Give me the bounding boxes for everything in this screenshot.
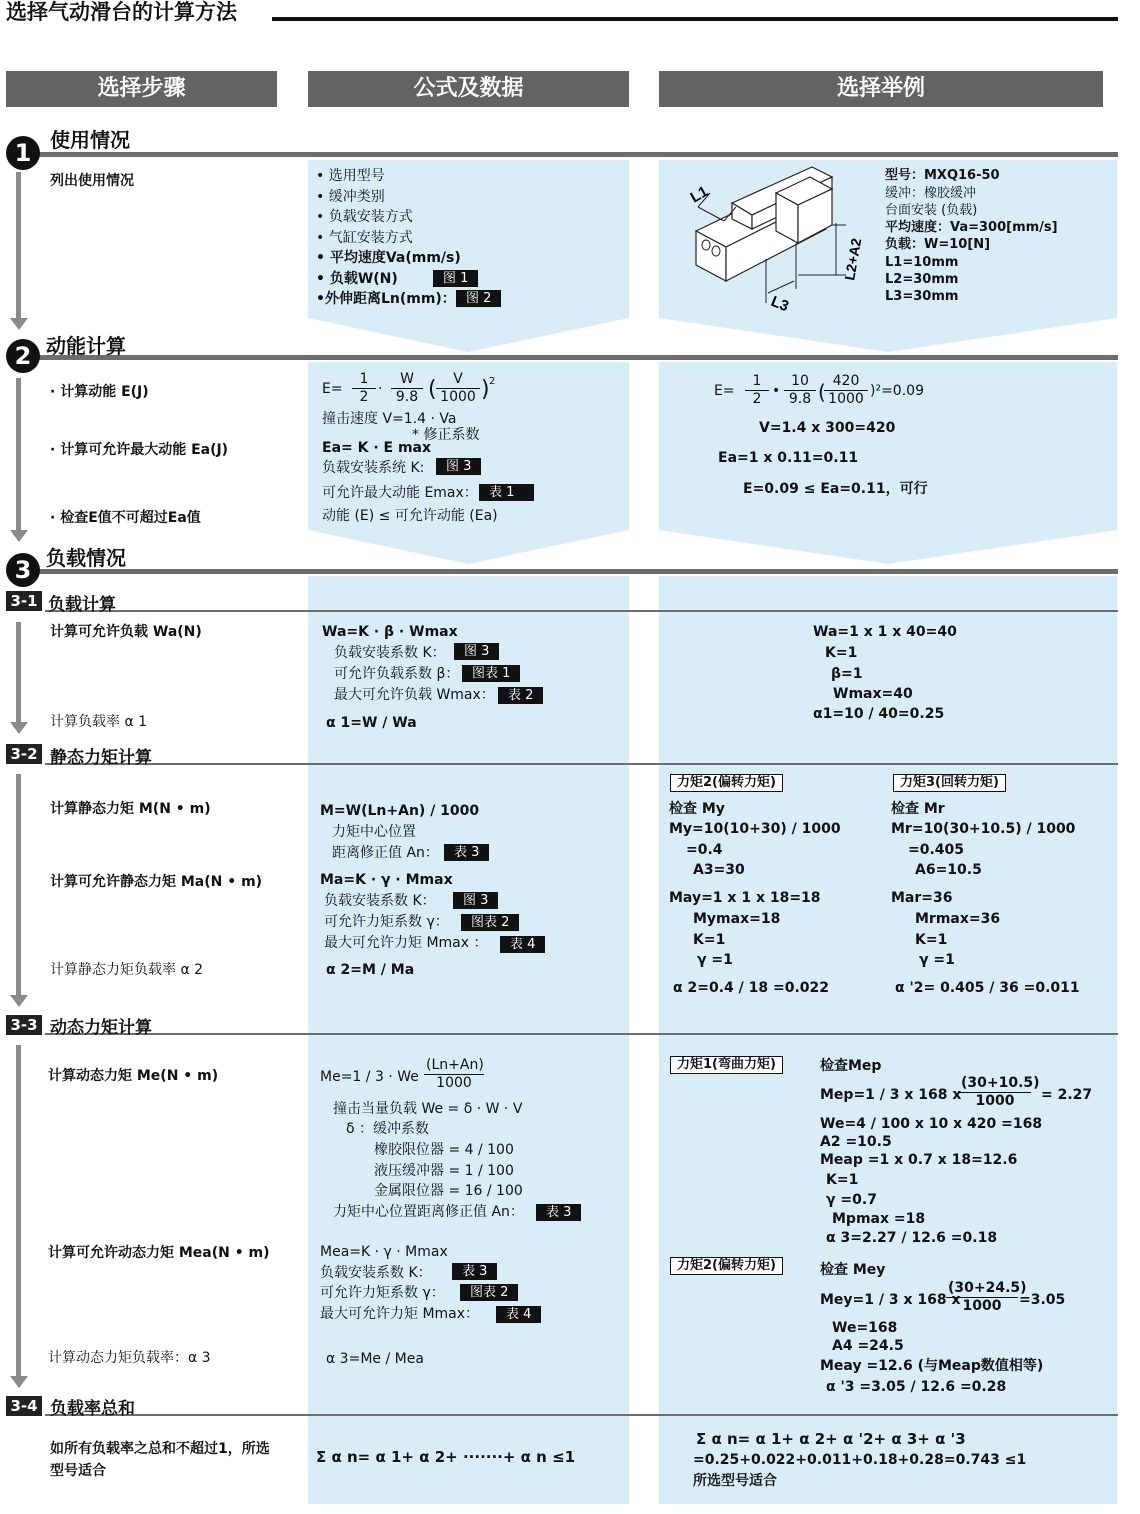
s31-f-1: 负载安装系数 K：: [334, 645, 446, 661]
s1-example-2: 台面安装 (负载): [885, 203, 978, 218]
s2-ex-half-den: 2: [752, 391, 762, 407]
s2-f-half: [352, 371, 376, 406]
s33-tag-1: 表 3: [452, 1263, 497, 1280]
s34-ex-1: =0.25+0.022+0.011+0.18+0.28=0.743 ≤1: [693, 1452, 1027, 1468]
sub34-title: 负载率总和: [50, 1399, 135, 1419]
s33-ex1-3: K=1: [826, 1172, 859, 1188]
s1-example-1: 缓冲：橡胶缓冲: [885, 186, 977, 201]
s32-ex-left-0: 检查 My: [669, 801, 725, 817]
s33-ex1-2: Meap =1 x 0.7 x 18=12.6: [820, 1152, 1018, 1168]
arrowhead-32: [10, 995, 28, 1007]
s32-ex-left-8: α 2=0.4 / 18 =0.022: [673, 980, 829, 996]
s2-f-corr: * 修正系数: [412, 427, 480, 443]
section3-title: 负载情况: [46, 546, 126, 570]
s33-ex2-2: Meay =12.6 (与Meap数值相等): [820, 1358, 1044, 1374]
s33-f-8: 可允许力矩系数 γ：: [320, 1285, 445, 1301]
s33-f-me-num: (Ln+An): [426, 1057, 484, 1073]
s2-f-e: E=: [322, 381, 343, 397]
s33-ex-mey-result: =3.05: [1019, 1292, 1066, 1308]
arrow-33: [16, 1045, 21, 1377]
s32-ex-right-4: Mar=36: [891, 890, 953, 906]
s32-ex-right-8: α '2= 0.405 / 36 =0.011: [895, 980, 1080, 996]
s1-formula-0: • 选用型号: [316, 168, 385, 184]
s32-ex-right-2: =0.405: [908, 842, 965, 858]
s1-example-3: 平均速度：Va=300[mm/s]: [885, 220, 1058, 235]
s33-ex1-5: Mpmax =18: [832, 1211, 926, 1227]
section3-number: 3: [6, 553, 40, 587]
s32-step-2: 计算静态力矩负载率 α 2: [50, 962, 204, 978]
s32-f-3: Ma=K · γ · Mmax: [320, 872, 453, 888]
s33-f-0: 撞击当量负载 We = δ · W · V: [333, 1101, 523, 1117]
s32-ex-right-1: Mr=10(30+10.5) / 1000: [891, 821, 1076, 837]
s31-ex-1: K=1: [825, 645, 858, 661]
s32-ex-right-7: γ =1: [919, 952, 955, 968]
s33-f-me-den: 1000: [436, 1075, 472, 1091]
s2-f-check: 动能 (E) ≤ 可允许动能 (Ea): [322, 508, 498, 524]
sub32-title: 静态力矩计算: [50, 748, 152, 768]
s2-f-v: [436, 371, 480, 406]
s1-step: 列出使用情况: [50, 173, 134, 189]
s32-ex-left-3: A3=30: [693, 862, 745, 878]
arrow-32: [16, 774, 21, 996]
diagram-label-l1: L1: [687, 182, 712, 207]
s33-ex1-1: A2 =10.5: [820, 1134, 892, 1150]
s32-f-4: 负载安装系数 K：: [324, 893, 436, 909]
s2-tag-fig3: 图 3: [436, 458, 481, 475]
sub34-code: 3-4: [6, 1396, 42, 1416]
s2-f-impact: 撞击速度 V=1.4 · Va: [322, 411, 457, 427]
s31-tag-2: 表 2: [498, 687, 543, 704]
s32-ex-left-tag: 力矩2(偏转力矩): [670, 774, 783, 792]
s32-step-1: 计算可允许静态力矩 Ma(N • m): [50, 874, 263, 890]
s2-f-v-den: 1000: [440, 389, 476, 405]
s33-ex-mey-frac: [946, 1280, 1027, 1315]
s2-ex-w-num: 10: [784, 373, 816, 391]
sub34-rule: [45, 1414, 1118, 1416]
s33-f-7: 负载安装系数 K：: [320, 1265, 432, 1281]
s33-ex-mey-num: (30+24.5): [948, 1280, 1027, 1296]
s32-ex-right-tag: 力矩3(回转力矩): [893, 774, 1006, 792]
diagram-label-l2a2: L2+A2: [841, 236, 865, 282]
s32-ex-left-6: K=1: [693, 932, 726, 948]
section2-number: 2: [6, 339, 40, 373]
s2-f-paren-r: ): [481, 377, 490, 402]
s2-f-sq: 2: [489, 376, 496, 387]
s2-ex-dot: •: [772, 383, 781, 399]
s33-ex2-1: A4 =24.5: [832, 1338, 904, 1354]
section1-title: 使用情况: [50, 128, 130, 152]
sub31-rule: [45, 610, 1118, 612]
s33-ex-mep-den: 1000: [975, 1093, 1015, 1109]
s32-f-0: M=W(Ln+An) / 1000: [320, 803, 480, 819]
s33-f-4: 金属限位器 = 16 / 100: [374, 1183, 523, 1199]
header-formula: 公式及数据: [308, 71, 629, 107]
section1-number: 1: [6, 136, 40, 170]
s32-ex-left-4: May=1 x 1 x 18=18: [669, 890, 821, 906]
s2-f-w: [391, 371, 423, 406]
s31-tag-1: 图表 1: [462, 665, 520, 682]
arrowhead-2: [10, 530, 28, 542]
s32-f-2: 距离修正值 An：: [332, 845, 439, 861]
s2-ex-v-num: 420: [824, 373, 868, 391]
s33-f-6: Mea=K · γ · Mmax: [320, 1244, 448, 1260]
s2-ex-w-den: 9.8: [788, 391, 812, 407]
s33-ex-mep-num: (30+10.5): [961, 1075, 1040, 1091]
s2-ex-half: [745, 373, 769, 408]
sub33-code: 3-3: [6, 1015, 42, 1035]
s32-ex-right-3: A6=10.5: [915, 862, 982, 878]
s2-f-half-num: 1: [352, 371, 376, 389]
s31-tag-0: 图 3: [454, 643, 499, 660]
s32-ex-right-6: K=1: [915, 932, 948, 948]
sub31-code: 3-1: [6, 591, 42, 611]
s2-f-ea: Ea= K · E max: [322, 440, 432, 456]
s2-step-1: · 计算可允许最大动能 Ea(J): [50, 442, 229, 458]
arrow-31: [16, 622, 21, 722]
s33-step-0: 计算动态力矩 Me(N • m): [48, 1068, 219, 1084]
diagram-label-l3: L3: [768, 292, 792, 315]
s31-f-2: 可允许负载系数 β：: [334, 666, 460, 682]
s33-f-9: 最大可允许力矩 Mmax：: [320, 1306, 480, 1322]
s31-ex-0: Wa=1 x 1 x 40=40: [813, 624, 957, 640]
s33-ex1-0: We=4 / 100 x 10 x 420 =168: [820, 1116, 1043, 1132]
s2-ex-tail: )²=0.09: [870, 383, 924, 399]
s33-f-10: α 3=Me / Mea: [326, 1351, 424, 1367]
s33-ex2-3: α '3 =3.05 / 12.6 =0.28: [826, 1379, 1007, 1395]
s32-ex-left-5: Mymax=18: [693, 911, 781, 927]
s32-ex-left-2: =0.4: [686, 842, 723, 858]
s32-tag-1: 图 3: [453, 892, 498, 909]
s2-ex-v-den: 1000: [828, 391, 864, 407]
s2-f-emax: 可允许最大动能 Emax：: [322, 485, 478, 501]
s34-ex-0: Σ α n= α 1+ α 2+ α '2+ α 3+ α '3: [696, 1430, 966, 1448]
s2-ex-ea: Ea=1 x 0.11=0.11: [718, 450, 859, 466]
sub32-rule: [45, 763, 1118, 765]
arrowhead-33: [10, 1376, 28, 1388]
s33-ex-mey: Mey=1 / 3 x 168 x: [820, 1292, 961, 1308]
s32-ex-left-7: γ =1: [697, 952, 733, 968]
s32-step-0: 计算静态力矩 M(N • m): [50, 801, 211, 817]
s2-ex-check: E=0.09 ≤ Ea=0.11，可行: [743, 481, 928, 497]
arrow-1: [16, 172, 21, 318]
s33-f-3: 液压缓冲器 = 1 / 100: [374, 1163, 514, 1179]
s2-f-half-den: 2: [359, 389, 369, 405]
s32-f-5: 可允许力矩系数 γ：: [324, 914, 449, 930]
s2-ex-v-calc: V=1.4 x 300=420: [759, 420, 896, 436]
s33-ex-mep: Mep=1 / 3 x 168 x: [820, 1087, 962, 1103]
s33-ex-mep-title: 检查Mep: [820, 1058, 882, 1074]
s33-step-2: 计算动态力矩负载率：α 3: [48, 1350, 211, 1366]
s1-example-4: 负载：W=10[N]: [885, 237, 991, 252]
s33-f-5: 力矩中心位置距离修正值 An：: [333, 1204, 524, 1220]
s33-ex2-0: We=168: [832, 1320, 898, 1336]
s33-step-1: 计算可允许动态力矩 Mea(N • m): [48, 1245, 270, 1261]
s33-ex-tag1: 力矩1(弯曲力矩): [670, 1056, 783, 1074]
s33-ex-tag2: 力矩2(偏转力矩): [670, 1257, 783, 1275]
section2-title: 动能计算: [46, 334, 126, 358]
s33-tag-2: 图表 2: [460, 1284, 518, 1301]
s34-formula: Σ α n= α 1+ α 2+ ·······+ α n ≤1: [316, 1448, 576, 1466]
sub31-title: 负载计算: [48, 595, 116, 615]
s2-tag-tab1: 表 1: [479, 484, 534, 501]
s33-ex-mep-frac: [959, 1075, 1040, 1110]
s33-f-1: δ ：缓冲系数: [346, 1121, 430, 1137]
section1-rule: [38, 152, 1118, 157]
s2-ex-w: [784, 373, 816, 408]
s2-f-w-num: W: [391, 371, 423, 389]
s2-f-k: 负载安装系统 K:: [322, 460, 425, 476]
section3-rule: [38, 569, 1118, 574]
s2-ex-v: [824, 373, 868, 408]
sub33-rule: [45, 1033, 1118, 1035]
s34-ex-2: 所选型号适合: [693, 1473, 777, 1489]
s2-ex-half-num: 1: [745, 373, 769, 391]
s32-tag-2: 图表 2: [461, 914, 519, 931]
s32-f-7: α 2=M / Ma: [326, 962, 415, 978]
s1-tag-fig2: 图 2: [456, 290, 501, 307]
s31-step-1: 计算负载率 α 1: [50, 714, 148, 730]
sub33-title: 动态力矩计算: [50, 1018, 152, 1038]
s31-f-4: α 1=W / Wa: [326, 715, 417, 731]
s2-f-v-num: V: [436, 371, 480, 389]
s2-f-dot: ·: [378, 381, 383, 397]
s33-ex1-4: γ =0.7: [826, 1192, 877, 1208]
s2-ex-paren: (: [818, 380, 826, 404]
s34-step-0: 如所有负载率之总和不超过1，所选: [50, 1441, 270, 1457]
s31-step-0: 计算可允许负载 Wa(N): [50, 624, 202, 640]
s33-f-me-frac: [424, 1057, 484, 1092]
s33-f-2: 橡胶限位器 = 4 / 100: [374, 1142, 514, 1158]
s32-ex-right-0: 检查 Mr: [891, 801, 945, 817]
s1-formula-4: • 平均速度Va(mm/s): [316, 250, 461, 266]
s33-ex1-6: α 3=2.27 / 12.6 =0.18: [826, 1230, 998, 1246]
s2-f-paren-l: (: [428, 377, 437, 402]
s33-tag-3: 表 4: [496, 1306, 541, 1323]
s31-f-3: 最大可允许负载 Wmax：: [334, 687, 495, 703]
s33-f-me: Me=1 / 3 · We: [320, 1069, 419, 1085]
header-example: 选择举例: [659, 71, 1103, 107]
s34-step-1: 型号适合: [50, 1463, 106, 1479]
arrowhead-1: [10, 318, 28, 330]
s1-formula-5: • 负载W(N): [316, 271, 398, 287]
s33-tag-0: 表 3: [536, 1204, 581, 1221]
s32-f-6: 最大可允许力矩 Mmax ：: [324, 935, 488, 951]
arrow-2: [16, 378, 21, 530]
s1-formula-1: • 缓冲类别: [316, 189, 385, 205]
s31-f-0: Wa=K · β · Wmax: [322, 624, 458, 640]
s33-ex-mey-den: 1000: [962, 1298, 1002, 1314]
s1-formula-6: •外伸距离Ln(mm)：: [316, 291, 456, 307]
s2-step-2: · 检查E值不可超过Ea值: [50, 510, 201, 526]
s33-ex-mep-result: = 2.27: [1041, 1087, 1093, 1103]
s1-example-6: L2=30mm: [885, 272, 959, 287]
s1-formula-3: • 气缸安装方式: [316, 230, 413, 246]
s32-f-1: 力矩中心位置: [332, 824, 416, 840]
s1-example-0: 型号：MXQ16-50: [885, 168, 1000, 183]
s2-ex-e: E=: [714, 383, 735, 399]
s2-step-0: · 计算动能 E(J): [50, 384, 149, 400]
s32-ex-left-1: My=10(10+30) / 1000: [669, 821, 841, 837]
s31-ex-3: Wmax=40: [833, 686, 913, 702]
page-title: 选择气动滑台的计算方法: [6, 0, 237, 24]
s31-ex-4: α1=10 / 40=0.25: [813, 706, 945, 722]
s1-tag-fig1: 图 1: [433, 270, 478, 287]
s31-ex-2: β=1: [831, 666, 863, 682]
s1-example-7: L3=30mm: [885, 289, 959, 304]
s2-f-w-den: 9.8: [395, 389, 419, 405]
arrowhead-31: [10, 722, 28, 734]
s32-tag-3: 表 4: [500, 936, 545, 953]
s1-formula-2: • 负载安装方式: [316, 209, 413, 225]
s32-ex-right-5: Mrmax=36: [915, 911, 1001, 927]
header-steps: 选择步骤: [6, 71, 277, 107]
slide-table-diagram: [676, 163, 876, 315]
section2-rule: [38, 355, 1118, 360]
s33-ex-mey-title: 检查 Mey: [820, 1262, 886, 1278]
sub32-code: 3-2: [6, 744, 42, 764]
s32-tag-0: 表 3: [444, 844, 489, 861]
s1-example-5: L1=10mm: [885, 255, 959, 270]
